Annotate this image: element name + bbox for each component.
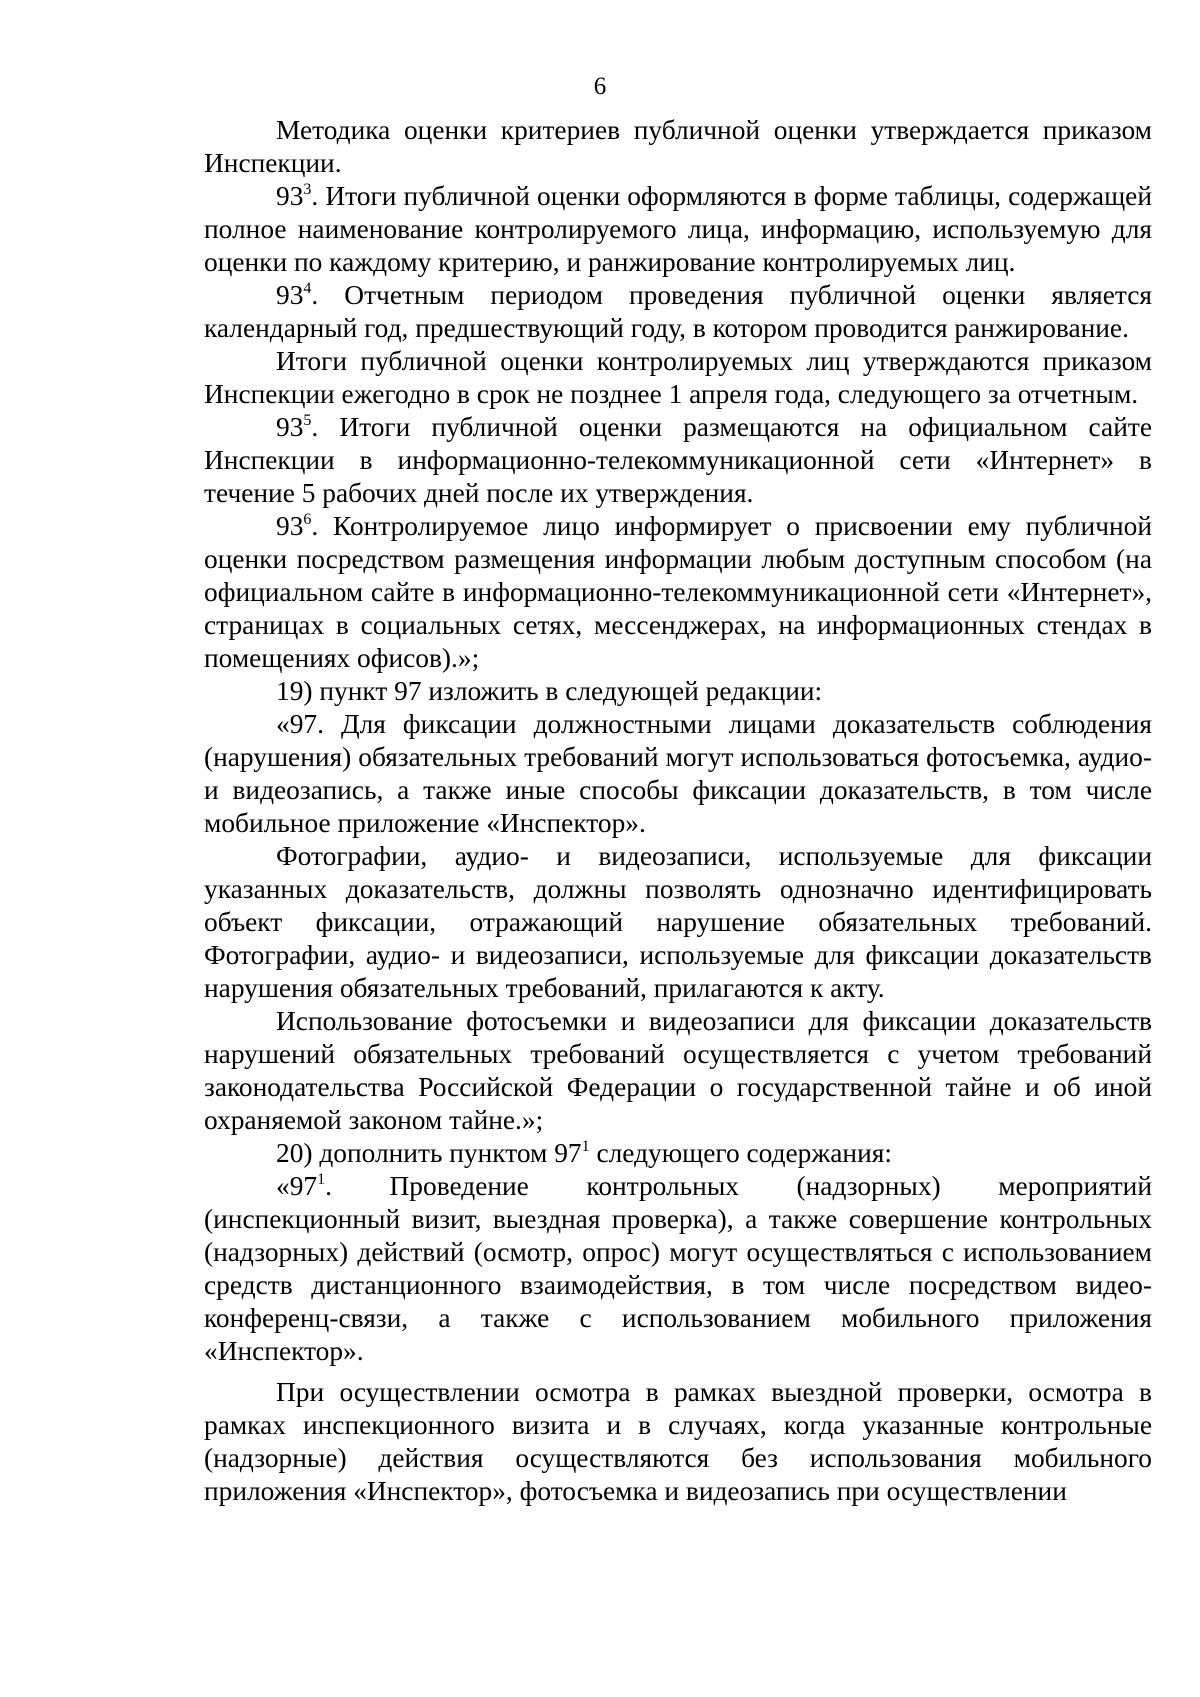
paragraph-93-3 bbox=[204, 180, 1152, 279]
paragraph-text: . Отчетным периодом проведения публичной оценки является календарный год, предшествующий году, в котором проводится ранжирование. bbox=[204, 280, 1152, 343]
paragraph-text: . Контролируемое лицо информирует о присвоении ему публичной оценки посредством размещения информации любым доступным способом (на официальном сайте в информационно-телекоммуникационной сети «Интернет», страницах в социальных сетях, мессенджерах, на информационных стендах в помещениях офисов).»; bbox=[204, 511, 1152, 673]
paragraph: «97. Для фиксации должностными лицами доказательств соблюдения (нарушения) обязательных требований могут использоваться фотосъемка, аудио- и видеозапись, а также иные способы фиксации доказательств, в том числе мобильное приложение «Инспектор». bbox=[204, 709, 1152, 838]
paragraph-93-5 bbox=[204, 411, 1152, 510]
paragraph: Методика оценки критериев публичной оценки утверждается приказом Инспекции. bbox=[204, 115, 1152, 178]
paragraph-text: . Проведение контрольных (надзорных) мероприятий (инспекционный визит, выездная проверка), а также совершение контрольных (надзорных) действий (осмотр, опрос) могут осуществляться с использованием средств дистанционного взаимодействия, в том числе посредством видео-конференц-связи, а также с использованием мобильного приложения «Инспектор». bbox=[204, 1171, 1152, 1366]
paragraph-93-6 bbox=[204, 510, 1152, 675]
paragraph-text: следующего содержания: bbox=[589, 1138, 892, 1168]
clause-number: 93 bbox=[276, 280, 304, 310]
paragraph: 19) пункт 97 изложить в следующей редакции: bbox=[276, 676, 823, 706]
clause-superscript: 5 bbox=[303, 412, 312, 429]
paragraph-93-4 bbox=[204, 279, 1152, 345]
paragraph: При осуществлении осмотра в рамках выездной проверки, осмотра в рамках инспекционного визита и в случаях, когда указанные контрольные (надзорные) действия осуществляются без использования мобильного приложения «Инспектор», фотосъемка и видеозапись при осуществлении bbox=[204, 1377, 1152, 1506]
paragraph: Использование фотосъемки и видеозаписи для фиксации доказательств нарушений обязательных требований осуществляется с учетом требований законодательства Российской Федерации о государственной тайне и об иной охраняемой законом тайне.»; bbox=[204, 1006, 1152, 1135]
paragraph-amendment-20 bbox=[204, 1137, 1152, 1170]
clause-number: 93 bbox=[276, 412, 304, 442]
clause-number: 93 bbox=[276, 181, 304, 211]
paragraph: Итоги публичной оценки контролируемых лиц утверждаются приказом Инспекции ежегодно в срок не позднее 1 апреля года, следующего за отчетным. bbox=[204, 346, 1152, 409]
clause-superscript: 6 bbox=[303, 511, 312, 528]
clause-superscript: 1 bbox=[317, 1171, 326, 1188]
paragraph: Фотографии, аудио- и видеозаписи, используемые для фиксации указанных доказательств, должны позволять однозначно идентифицировать объект фиксации, отражающий нарушение обязательных требований. Фотографии, аудио- и видеозаписи, используемые для фиксации доказательств нарушения обязательных требований, прилагаются к акту. bbox=[204, 841, 1152, 1003]
document-body bbox=[204, 114, 1152, 1508]
clause-superscript: 3 bbox=[303, 181, 312, 198]
clause-number: «97 bbox=[276, 1171, 318, 1201]
clause-superscript: 1 bbox=[581, 1138, 590, 1155]
page-number: 6 bbox=[593, 73, 607, 100]
paragraph-97-1 bbox=[204, 1170, 1152, 1368]
paragraph-text: . Итоги публичной оценки оформляются в форме таблицы, содержащей полное наименование контролируемого лица, информацию, используемую для оценки по каждому критерию, и ранжирование контролируемых лиц. bbox=[204, 181, 1152, 277]
paragraph-text: . Итоги публичной оценки размещаются на официальном сайте Инспекции в информационно-телекоммуникационной сети «Интернет» в течение 5 рабочих дней после их утверждения. bbox=[204, 412, 1152, 508]
clause-number: 93 bbox=[276, 511, 304, 541]
clause-superscript: 4 bbox=[303, 280, 312, 297]
paragraph-text: 20) дополнить пунктом 97 bbox=[276, 1138, 582, 1168]
